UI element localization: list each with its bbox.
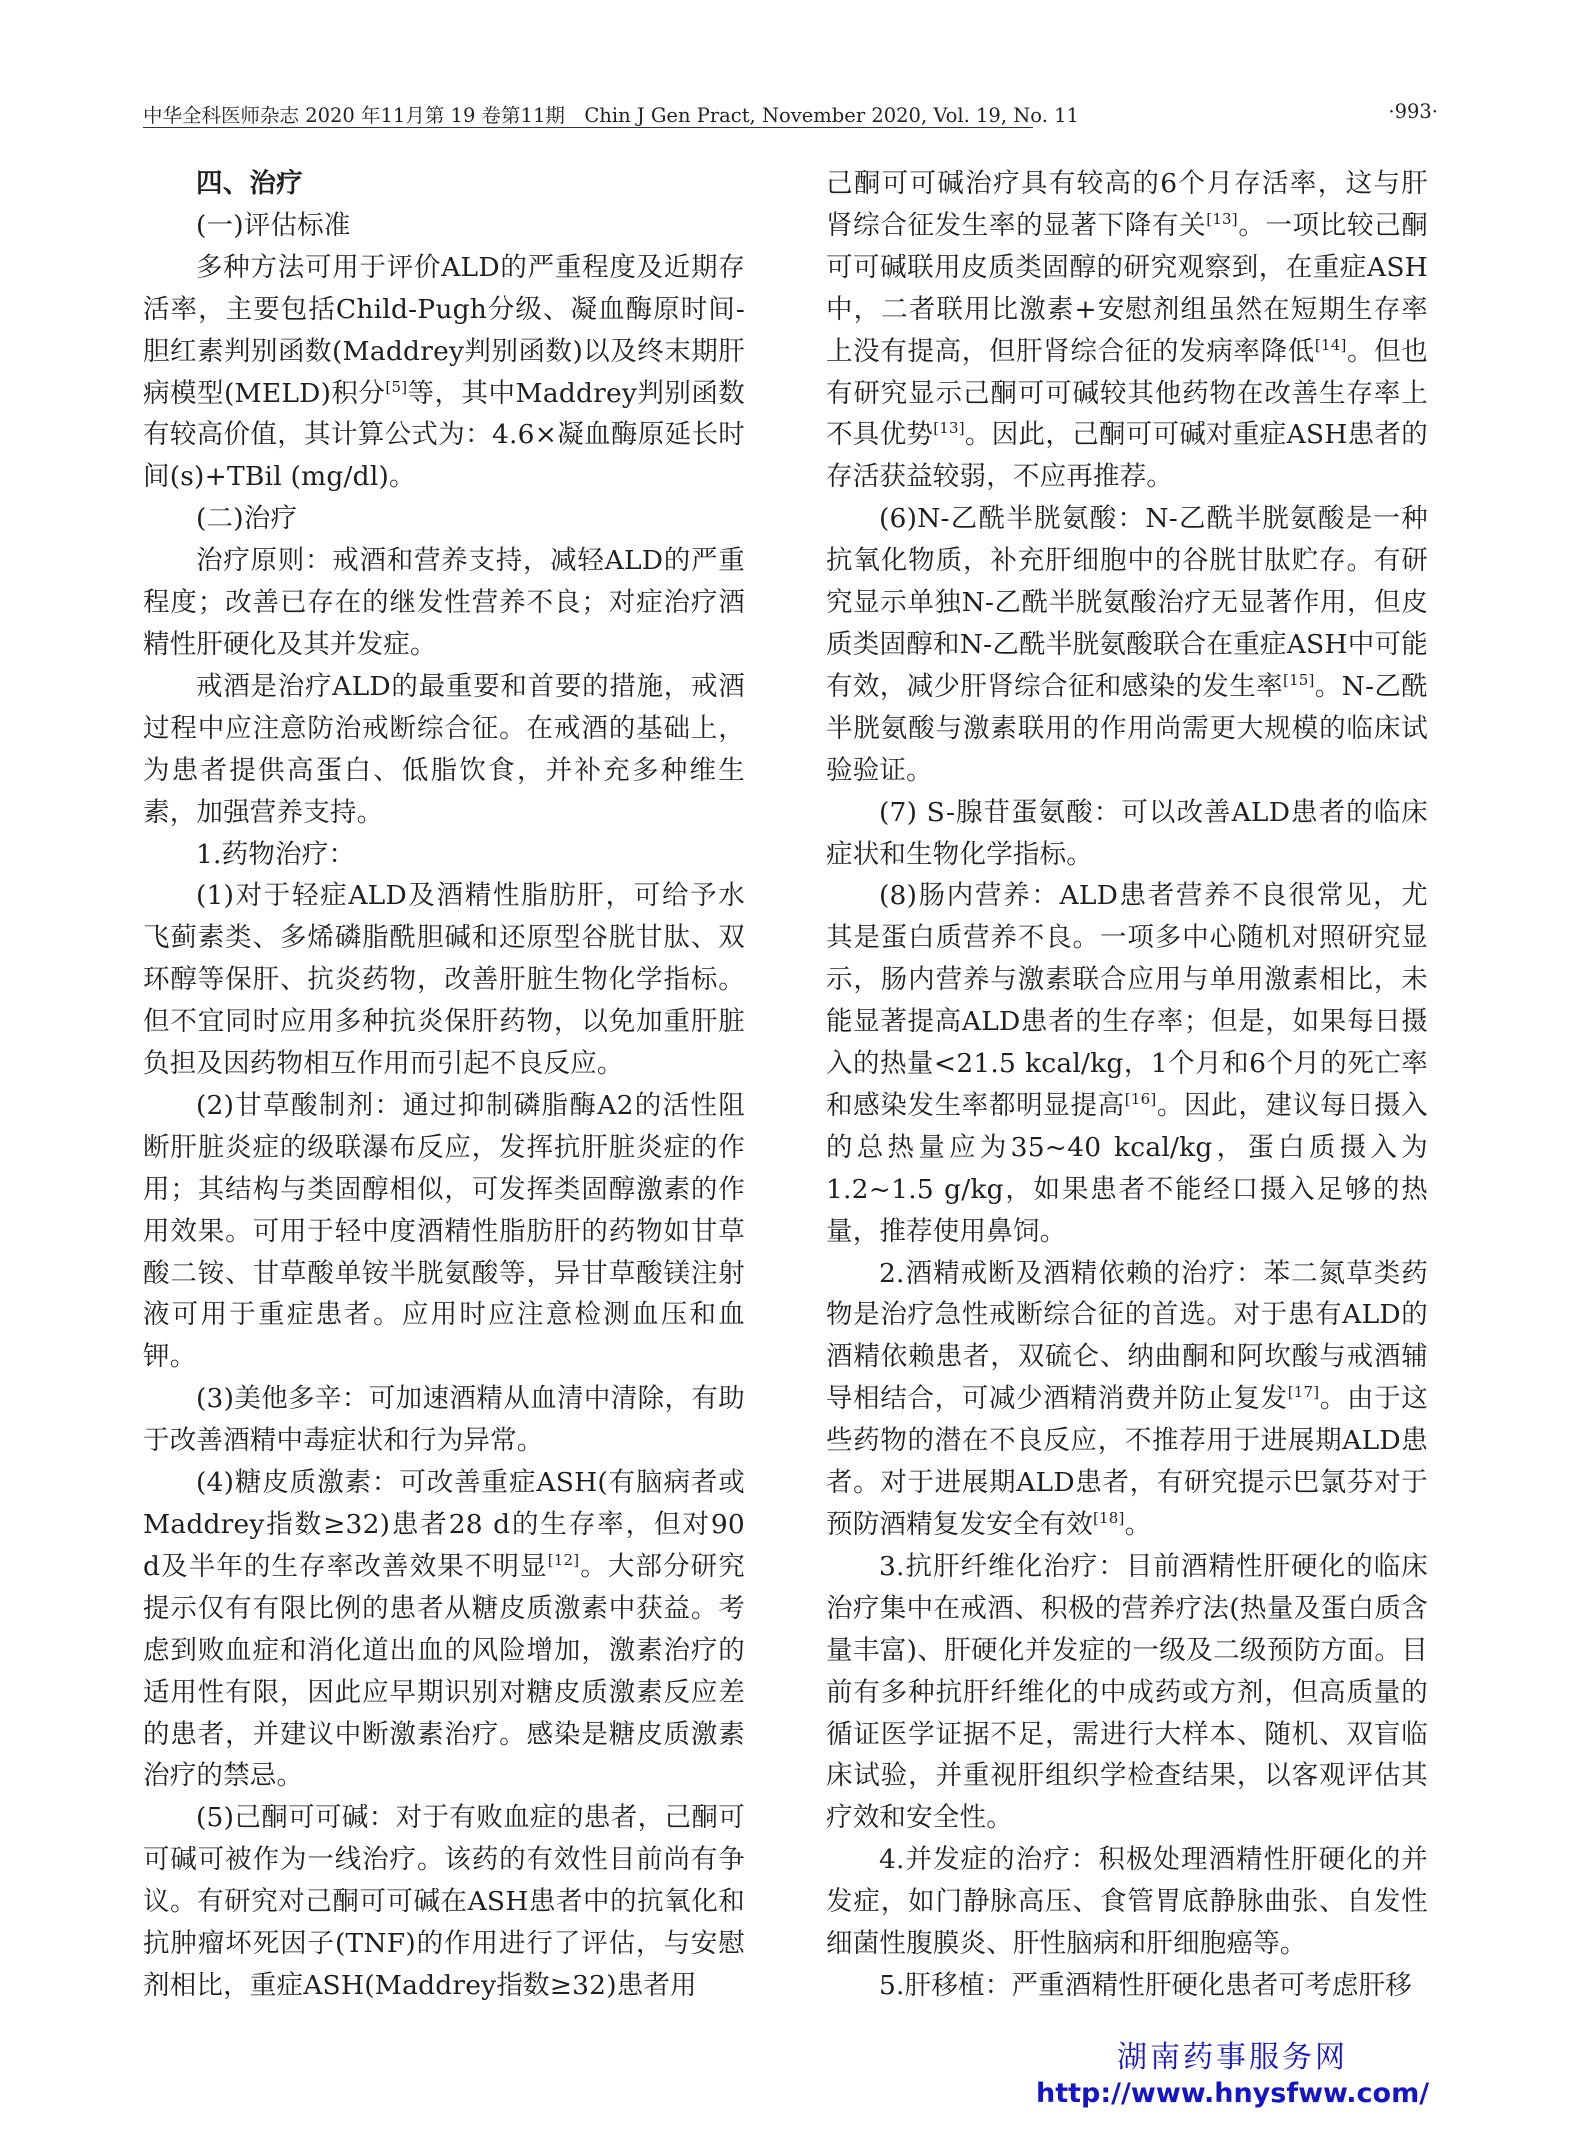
paragraph-text: (5)己酮可可碱：对于有败血症的患者，己酮可可碱可被作为一线治疗。该药的有效性目前尚有争议。有研究对己酮可可碱在ASH患者中的抗氧化和抗肿瘤坏死因子(TNF)的作用进行了评估，与安慰剂相比，重症ASH(Maddrey指数≥32)患者用 xyxy=(143,1802,745,2001)
paragraph xyxy=(826,163,1428,498)
paragraph-text: 5.肝移植：严重酒精性肝硬化患者可考虑肝移 xyxy=(879,1969,1412,2001)
paragraph-text: (4)糖皮质激素：可改善重症ASH(有脑病者或Maddrey指数≥32)患者28 d的生存率，但对90 d及半年的生存率改善效果不明显 xyxy=(143,1467,745,1582)
paragraph-text: (7) S-腺苷蛋氨酸：可以改善ALD患者的临床症状和生物化学指标。 xyxy=(826,796,1428,870)
paragraph xyxy=(826,1965,1428,2007)
left-column xyxy=(143,163,745,2007)
paragraph-text: 。 xyxy=(1124,1509,1152,1540)
paragraph-text: (1)对于轻症ALD及酒精性脂肪肝，可给予水飞蓟素类、多烯磷脂酰胆碱和还原型谷胱甘肽、双环醇等保肝、抗炎药物，改善肝脏生物化学指标。但不宜同时应用多种抗炎保肝药物，以免加重肝脏负担及因药物相互作用而引起不良反应。 xyxy=(143,880,745,1080)
paragraph-text: 。一项比较己酮可可碱联用皮质类固醇的研究观察到，在重症ASH中，二者联用比激素+安慰剂组虽然在短期生存率上没有提高，但肝肾综合征的发病率降低 xyxy=(826,209,1428,367)
watermark-url: http://www.hnysfww.com/ xyxy=(1036,2078,1430,2109)
paragraph-text: (3)美他多辛：可加速酒精从血清中清除，有助于改善酒精中毒症状和行为异常。 xyxy=(143,1383,745,1457)
paragraph-text: (一)评估标准 xyxy=(196,209,351,241)
paragraph-text: 四、治疗 xyxy=(196,168,303,199)
paragraph-text: 。但也有研究显示己酮可可碱较其他药物在改善生存率上不具优势 xyxy=(826,335,1428,451)
paragraph xyxy=(143,1378,745,1462)
paragraph xyxy=(826,792,1428,876)
paragraph-text: 己酮可可碱治疗具有较高的6个月存活率，这与肝肾综合征发生率的显著下降有关 xyxy=(826,168,1428,241)
paragraph xyxy=(143,834,745,876)
paragraph-text: 2.酒精戒断及酒精依赖的治疗：苯二氮草类药物是治疗急性戒断综合征的首选。对于患有ALD的酒精依赖患者，双硫仑、纳曲酮和阿坎酸与戒酒辅导相结合，可减少酒精消费并防止复发 xyxy=(826,1257,1428,1415)
paragraph-text: 1.药物治疗： xyxy=(196,838,356,870)
paragraph-text: (8)肠内营养：ALD患者营养不良很常见，尤其是蛋白质营养不良。一项多中心随机对照研究显示，肠内营养与激素联合应用与单用激素相比，未能显著提高ALD患者的生存率；但是，如果每日摄入的热量<21.5 kcal/kg，1个月和6个月的死亡率和感染发生率都明显提高 xyxy=(826,880,1428,1121)
running-header xyxy=(143,100,1438,128)
paragraph xyxy=(143,666,745,834)
citation-ref: [18] xyxy=(1093,1509,1125,1528)
citation-ref: [17] xyxy=(1287,1383,1320,1402)
right-column xyxy=(826,163,1428,2007)
citation-ref: [12] xyxy=(547,1551,580,1570)
paragraph-text: 。大部分研究提示仅有有限比例的患者从糖皮质激素中获益。考虑到败血症和消化道出血的风险增加，激素治疗的适用性有限，因此应早期识别对糖皮质激素反应差的患者，并建议中断激素治疗。感染是糖皮质激素治疗的禁忌。 xyxy=(143,1550,745,1792)
paragraph xyxy=(826,1253,1428,1546)
paragraph xyxy=(826,1839,1428,1965)
paragraph-text: 戒酒是治疗ALD的最重要和首要的措施，戒酒过程中应注意防治戒断综合征。在戒酒的基础上，为患者提供高蛋白、低脂饮食，并补充多种维生素，加强营养支持。 xyxy=(143,670,745,828)
paragraph-text: 治疗原则：戒酒和营养支持，减轻ALD的严重程度；改善已存在的继发性营养不良；对症治疗酒精性肝硬化及其并发症。 xyxy=(143,545,745,660)
paragraph-text: 4.并发症的治疗：积极处理酒精性肝硬化的并发症，如门静脉高压、食管胃底静脉曲张、自发性细菌性腹膜炎、肝性脑病和肝细胞癌等。 xyxy=(826,1844,1428,1960)
subsection-heading xyxy=(143,498,745,540)
page-number: ·993· xyxy=(1388,100,1438,123)
paragraph xyxy=(143,875,745,1085)
paragraph xyxy=(143,247,745,498)
paragraph-text: 3.抗肝纤维化治疗：目前酒精性肝硬化的临床治疗集中在戒酒、积极的营养疗法(热量及蛋白质含量丰富)、肝硬化并发症的一级及二级预防方面。目前有多种抗肝纤维化的中成药或方剂，但高质量的循证医学证据不足，需进行大样本、随机、双盲临床试验，并重视肝组织学检查结果，以客观评估其疗效和安全性。 xyxy=(826,1550,1428,1834)
paragraph xyxy=(826,498,1428,791)
citation-ref: [14] xyxy=(1314,335,1347,354)
paragraph xyxy=(143,540,745,666)
paragraph-text: 。由于这些药物的潜在不良反应，不推荐用于进展期ALD患者。对于进展期ALD患者，有研究提示巴氯芬对于预防酒精复发安全有效 xyxy=(826,1383,1428,1540)
paragraph-text: (二)治疗 xyxy=(196,503,298,535)
subsection-heading xyxy=(143,205,745,247)
paragraph xyxy=(826,1546,1428,1839)
section-heading xyxy=(143,163,745,205)
paragraph xyxy=(143,1085,745,1378)
paragraph-text: 。因此，建议每日摄入的总热量应为35~40 kcal/kg，蛋白质摄入为1.2~1.5 g/kg，如果患者不能经口摄入足够的热量，推荐使用鼻饲。 xyxy=(826,1089,1429,1247)
paragraph xyxy=(143,1462,745,1797)
paragraph-text: 。因此，己酮可可碱对重症ASH患者的存活获益较弱，不应再推荐。 xyxy=(826,419,1428,493)
paragraph-text: 。N-乙酰半胱氨酸与激素联用的作用尚需更大规模的临床试验验证。 xyxy=(826,670,1428,786)
paragraph-text: (2)甘草酸制剂：通过抑制磷脂酶A2的活性阻断肝脏炎症的级联瀑布反应，发挥抗肝脏炎症的作用；其结构与类固醇相似，可发挥类固醇激素的作用效果。可用于轻中度酒精性脂肪肝的药物如甘草酸二铵、甘草酸单铵半胱氨酸等，异甘草酸镁注射液可用于重症患者。应用时应注意检测血压和血钾。 xyxy=(143,1089,745,1373)
journal-citation: 中华全科医师杂志 2020 年11月第 19 卷第11期 Chin J Gen Pract, November 2020, Vol. 19, No. 11 xyxy=(143,104,1079,127)
citation-ref: [13] xyxy=(1206,210,1238,229)
paragraph-text: 多种方法可用于评价ALD的严重程度及近期存活率，主要包括Child-Pugh分级、凝血酶原时间-胆红素判别函数(Maddrey判别函数)以及终末期肝病模型(MELD)积分 xyxy=(143,251,745,409)
watermark-name: 湖南药事服务网 xyxy=(1117,2040,1349,2075)
citation-ref: [5] xyxy=(385,377,408,396)
watermark xyxy=(1036,2032,1429,2109)
paragraph xyxy=(143,1797,745,2007)
header-rule xyxy=(143,127,1033,128)
paragraph xyxy=(826,875,1428,1252)
citation-ref: [13] xyxy=(933,419,965,438)
citation-ref: [16] xyxy=(1124,1090,1157,1109)
paragraph-text: (6)N-乙酰半胱氨酸：N-乙酰半胱氨酸是一种抗氧化物质，补充肝细胞中的谷胱甘肽贮存。有研究显示单独N-乙酰半胱氨酸治疗无显著作用，但皮质类固醇和N-乙酰半胱氨酸联合在重症ASH中可能有效，减少肝肾综合征和感染的发生率 xyxy=(826,503,1428,702)
paragraph-text: 等，其中Maddrey判别函数有较高价值，其计算公式为：4.6×凝血酶原延长时间(s)+TBil (mg/dl)。 xyxy=(143,377,745,493)
citation-ref: [15] xyxy=(1283,671,1315,690)
